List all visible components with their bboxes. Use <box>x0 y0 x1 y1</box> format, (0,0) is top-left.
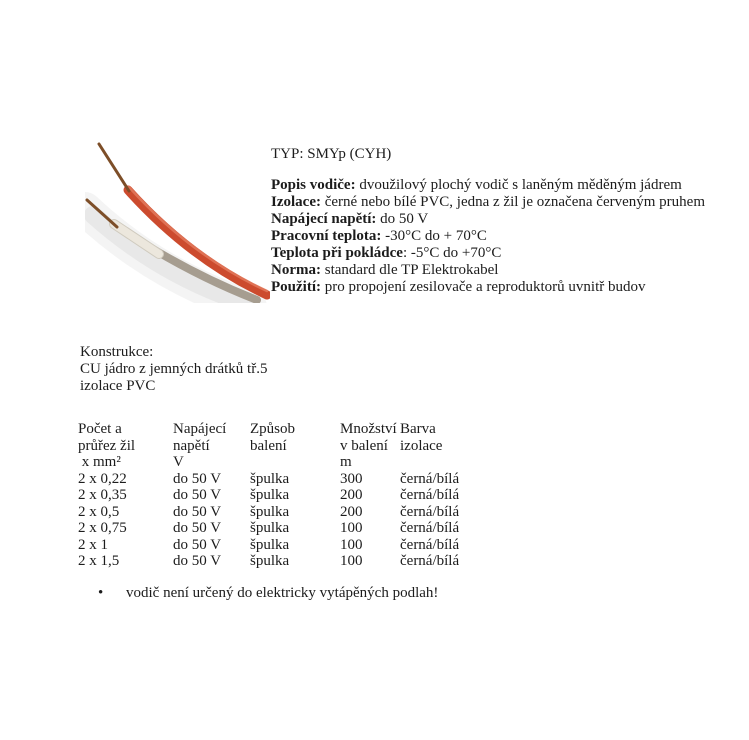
spec-label: Norma: <box>271 262 321 278</box>
cable-copper-tip-upper <box>99 144 129 191</box>
table-cell: do 50 V <box>173 536 222 553</box>
spec-list <box>271 177 705 296</box>
spec-value: : -5°C do +70°C <box>402 245 502 261</box>
spec-line-popis <box>271 177 705 194</box>
spec-value: černé nebo bílé PVC, jedna z žil je označena červeným pruhem <box>320 194 705 210</box>
table-cell: 300 <box>340 470 363 487</box>
table-cell: černá/bílá <box>400 520 460 536</box>
table-cell: 2 x 0,5 <box>78 503 120 520</box>
table-cell: 100 <box>340 536 363 553</box>
variants-table <box>78 421 480 570</box>
spec-label: Popis vodiče: <box>271 177 356 193</box>
table-cell: špulka <box>250 470 290 487</box>
spec-line-pouziti <box>271 279 705 296</box>
table-cell: 100 <box>340 553 363 569</box>
table-cell: do 50 V <box>173 470 222 487</box>
table-cell: 200 <box>340 503 363 520</box>
spec-value: -30°C do + 70°C <box>381 228 487 244</box>
table-cell: do 50 V <box>173 520 222 536</box>
spec-label: Izolace: <box>271 194 321 210</box>
table-cell: do 50 V <box>173 487 222 503</box>
table-cell: špulka <box>250 536 290 553</box>
table-cell: černá/bílá <box>400 487 460 503</box>
spec-value: standard dle TP Elektrokabel <box>320 262 499 278</box>
table-cell: černá/bílá <box>400 503 460 520</box>
spec-line-teplota-pokladka <box>271 245 705 262</box>
table-cell: do 50 V <box>173 503 222 520</box>
spec-line-izolace <box>271 194 705 211</box>
table-cell: 2 x 0,75 <box>78 520 127 536</box>
spec-label: Teplota při pokládce <box>271 245 403 261</box>
spec-label: Použití: <box>271 279 321 295</box>
table-cell: do 50 V <box>173 553 222 569</box>
col-header: izolace <box>400 437 443 454</box>
table-cell: špulka <box>250 520 290 536</box>
col-header: V <box>173 454 184 470</box>
table-cell: špulka <box>250 553 290 569</box>
col-header: Množství <box>340 421 397 437</box>
construction-line: CU jádro z jemných drátků tř.5 <box>80 361 268 377</box>
warning-note <box>98 585 438 602</box>
col-header: balení <box>250 437 287 454</box>
col-header: napětí <box>173 437 210 454</box>
col-header: x mm² <box>78 454 121 470</box>
table-cell: špulka <box>250 487 290 503</box>
construction-line: izolace PVC <box>80 378 156 394</box>
table-cell: 100 <box>340 520 363 536</box>
warning-text: vodič není určený do elektricky vytápěných podlah! <box>126 585 439 601</box>
col-header: průřez žil <box>78 437 136 454</box>
spec-line-napeti <box>271 211 705 228</box>
spec-label: Napájecí napětí: <box>271 211 377 227</box>
col-header: Barva <box>400 421 436 437</box>
table-cell: 2 x 1 <box>78 536 108 553</box>
construction-section <box>80 344 267 395</box>
col-header: v balení <box>340 437 388 454</box>
construction-heading: Konstrukce: <box>80 344 154 360</box>
spec-value: dvoužilový plochý vodič s laněným měděným jádrem <box>355 177 682 193</box>
table-cell: černá/bílá <box>400 470 460 487</box>
table-cell: špulka <box>250 503 290 520</box>
product-type-title: TYP: SMYp (CYH) <box>271 146 392 162</box>
table-cell: černá/bílá <box>400 536 460 553</box>
spec-value: do 50 V <box>376 211 429 227</box>
spec-line-pracovni-teplota <box>271 228 705 245</box>
col-header <box>400 454 480 471</box>
col-header: Způsob <box>250 421 295 437</box>
table-cell: černá/bílá <box>400 553 460 569</box>
col-header <box>250 454 340 471</box>
col-header: Napájecí <box>173 421 227 437</box>
bullet-icon: • <box>98 585 104 601</box>
col-header: Počet a <box>78 421 122 437</box>
table-cell: 2 x 0,22 <box>78 470 127 487</box>
table-cell: 2 x 0,35 <box>78 487 127 503</box>
table-cell: 200 <box>340 487 363 503</box>
col-header: m <box>340 454 352 470</box>
spec-line-norma <box>271 262 705 279</box>
table-cell: 2 x 1,5 <box>78 553 120 569</box>
spec-value: pro propojení zesilovače a reproduktorů uvnitř budov <box>321 279 646 295</box>
cable-photo <box>85 137 270 303</box>
spec-label: Pracovní teplota: <box>271 228 382 244</box>
